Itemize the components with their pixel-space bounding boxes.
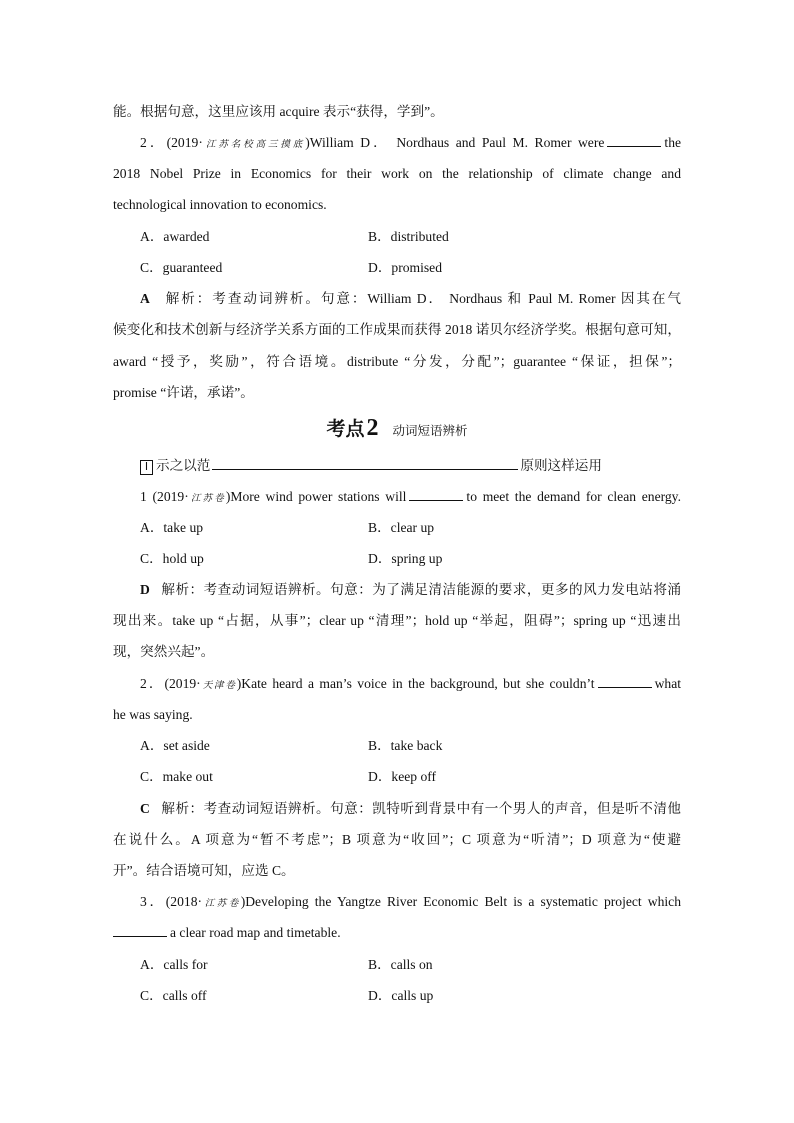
section-heading: [0, 414, 794, 442]
question-source: 江苏名校高三摸底: [202, 140, 306, 150]
question-number: 3．: [140, 894, 166, 909]
question-stem-line: he was saying.: [113, 707, 193, 722]
question-source: 江苏卷: [202, 899, 241, 909]
question-number: 2．: [140, 676, 165, 691]
option-a: A．calls for: [140, 957, 208, 972]
divider-line: [212, 456, 518, 470]
analysis-line: 在说什么。A 项意为“暂不考虑”；B 项意为“收回”；C 项意为“听清”；D 项意为“使避: [113, 832, 682, 847]
question-number: 1: [140, 489, 147, 504]
option-c: C．calls off: [140, 988, 207, 1003]
analysis-line: promise “许诺，承诺”。: [113, 385, 254, 400]
analysis-line: 现出来。take up “占据，从事”；clear up “清理”；hold up “举起，阻碍”；spring up “迅速出: [113, 613, 681, 628]
question-stem-line: 3．(2018·江苏卷)Developing the Yangtze River Economic Belt is a systematic project which: [140, 894, 681, 909]
option-b: B．calls on: [368, 957, 433, 972]
question-source: 江苏卷: [188, 494, 226, 504]
option-b: B．clear up: [368, 520, 435, 535]
question-stem-line: 2．(2019·天津卷)Kate heard a man’s voice in the background, but she couldn’t what: [140, 676, 682, 691]
option-c: C．make out: [140, 769, 213, 784]
section-number: 2: [366, 415, 379, 441]
option-d: D．spring up: [368, 551, 443, 566]
option-b: B．take back: [368, 738, 443, 753]
example-suffix: 原则这样运用: [520, 458, 602, 473]
option-a: A．take up: [140, 520, 204, 535]
continuation-text: 能。根据句意，这里应该用 acquire 表示“获得，学到”。: [113, 104, 444, 119]
analysis-line: A 解析：考查动词辨析。句意：William D． Nordhaus 和 Paul M. Romer 因其在气: [140, 291, 681, 306]
analysis-line: 候变化和技术创新与经济学关系方面的工作成果而获得 2018 诺贝尔经济学奖。根据句意可知，: [113, 322, 681, 337]
boxed-numeral: Ⅰ: [140, 460, 153, 475]
example-bar: [140, 456, 681, 476]
question-source: 天津卷: [200, 681, 237, 691]
section-title: 动词短语辨析: [392, 423, 468, 438]
section-prefix: 考点: [326, 418, 365, 440]
analysis-line: award “授予，奖励”，符合语境。distribute “分发，分配”；guarantee “保证，担保”；: [113, 354, 681, 369]
question-stem-line: technological innovation to economics.: [113, 197, 327, 212]
question-stem-line: 2．(2019·江苏名校高三摸底)William D． Nordhaus and Paul M. Romer were the: [140, 135, 682, 150]
analysis-line: C 解析：考查动词短语辨析。句意：凯特听到背景中有一个男人的声音，但是听不清他: [140, 801, 682, 816]
question-stem-line: 2018 Nobel Prize in Economics for their work on the relationship of climate change and: [113, 166, 681, 181]
answer-blank: [409, 487, 463, 501]
answer-letter: A: [140, 291, 150, 306]
answer-letter: C: [140, 801, 150, 816]
answer-letter: D: [140, 582, 150, 597]
example-label: 示之以范: [156, 458, 211, 473]
analysis-line: 开”。结合语境可知，应选 C。: [113, 863, 295, 878]
question-stem-line: 1 (2019·江苏卷)More wind power stations will to meet the demand for clean energy.: [140, 489, 681, 504]
question-stem-line: a clear road map and timetable.: [113, 923, 681, 943]
analysis-line: D 解析：考查动词短语辨析。句意：为了满足清洁能源的要求，更多的风力发电站将涌: [140, 582, 682, 597]
answer-blank: [598, 674, 652, 688]
question-number: 2．: [140, 135, 167, 150]
option-a: A．set aside: [140, 738, 210, 753]
option-d: D．keep off: [368, 769, 437, 784]
analysis-line: 现，突然兴起”。: [113, 644, 215, 659]
answer-blank: [113, 923, 167, 937]
option-c: C．hold up: [140, 551, 204, 566]
option-b: B．distributed: [368, 229, 449, 244]
answer-blank: [607, 133, 661, 147]
option-c: C．guaranteed: [140, 260, 223, 275]
option-d: D．promised: [368, 260, 443, 275]
option-d: D．calls up: [368, 988, 434, 1003]
option-a: A．awarded: [140, 229, 210, 244]
